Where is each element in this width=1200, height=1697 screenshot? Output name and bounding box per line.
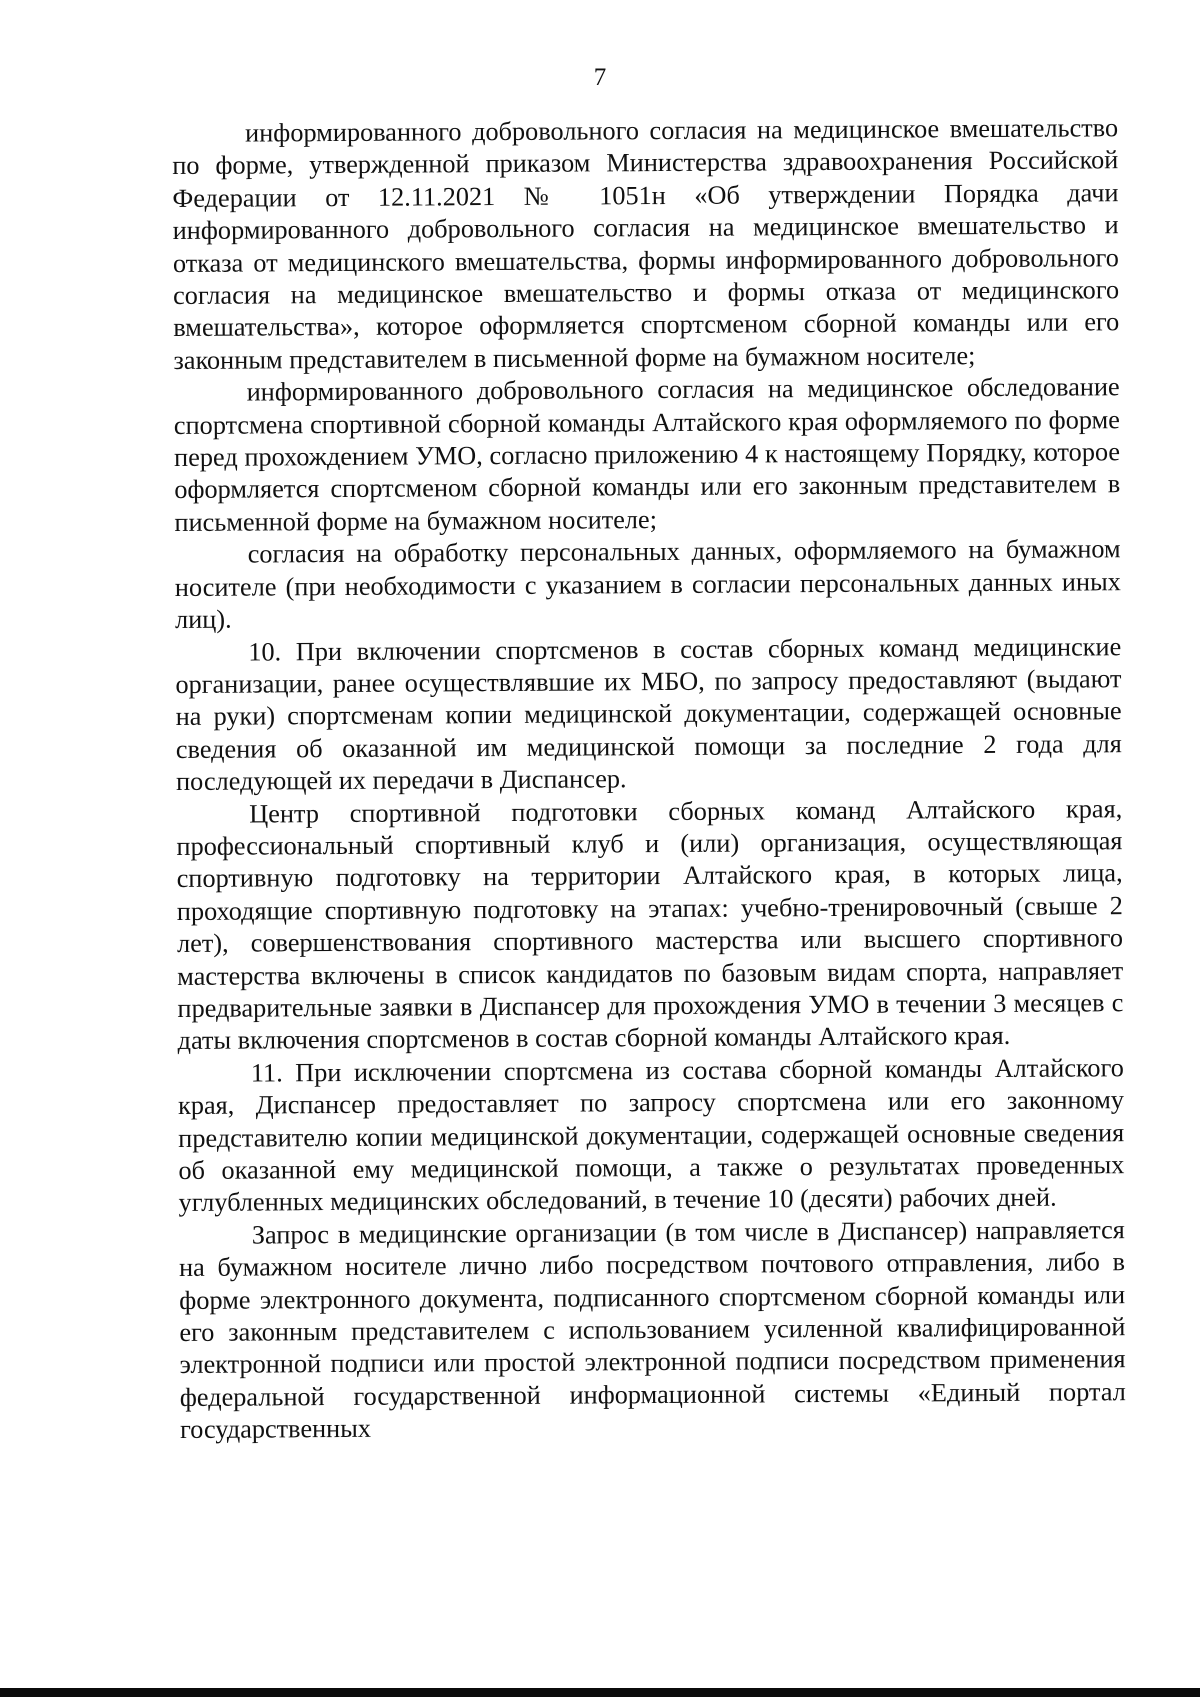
document-body [172,112,1126,1446]
paragraph-consent-medical-examination: информированного добровольного согласия на медицинское обследование спортсмена спортивной сборной команды Алтайского края оформляемого по форме перед прохождением УМО, согласно приложению 4 к настоящему Порядку, которое оформляется спортсменом сборной команды или его законным представителем в письменной форме на бумажном носителе; [173,372,1121,537]
paragraph-training-center: Центр спортивной подготовки сборных команд Алтайского края, профессиональный спортивный клуб и (или) организация, осуществляющая спортивную подготовку на территории Алтайского края, в которых лица, проходящие спортивную подготовку на этапах: учебно-тренировочный (свыше 2 лет), совершенствования спортивного мастерства или высшего спортивного мастерства включены в список кандидатов по базовым видам спорта, направляет предварительные заявки в Диспансер для прохождения УМО в течении 3 месяцев с даты включения спортсменов в состав сборной команды Алтайского края. [176,793,1124,1056]
paragraph-consent-medical-intervention: информированного добровольного согласия на медицинское вмешательство по форме, утвержденной приказом Министерства здравоохранения Российской Федерации от 12.11.2021 № 1051н «Об утверждении Порядка дачи информированного добровольного согласия на медицинское вмешательство и отказа от медицинского вмешательства, формы информированного добровольного согласия на медицинское вмешательство и формы отказа от медицинского вмешательства», которое оформляется спортсменом сборной команды или его законным представителем в письменной форме на бумажном носителе; [172,113,1120,375]
paragraph-item-11: 11. При исключении спортсмена из состава сборной команды Алтайского края, Диспансер предоставляет по запросу спортсмена или его законному представителю копии медицинской документации, содержащей основные сведения об оказанной ему медицинской помощи, а также о результатах проведенных углубленных медицинских обследований, в течение 10 (десяти) рабочих дней. [177,1052,1125,1218]
paragraph-request: Запрос в медицинские организации (в том числе в Диспансер) направляется на бумажном носителе лично либо посредством почтового отправления, либо в форме электронного документа, подписанного спортсменом сборной команды или его законным представителем с использованием усиленной квалифицированной электронной подписи или простой электронной подписи посредством применения федеральной государственной информационной системы «Единый портал государственных [178,1215,1126,1445]
scan-bottom-edge [0,1688,1200,1697]
paragraph-item-10: 10. При включении спортсменов в состав сборных команд медицинские организации, ранее осуществлявшие их МБО, по запросу предоставляют (выдают на руки) спортсменам копии медицинской документации, содержащей основные сведения об оказанной им медицинской помощи за последние 2 года для последующей их передачи в Диспансер. [175,631,1122,797]
paragraph-consent-personal-data: согласия на обработку персональных данных, оформляемого на бумажном носителе (при необходимости с указанием в согласии персональных данных иных лиц). [174,534,1121,635]
page-number: 7 [593,64,607,91]
